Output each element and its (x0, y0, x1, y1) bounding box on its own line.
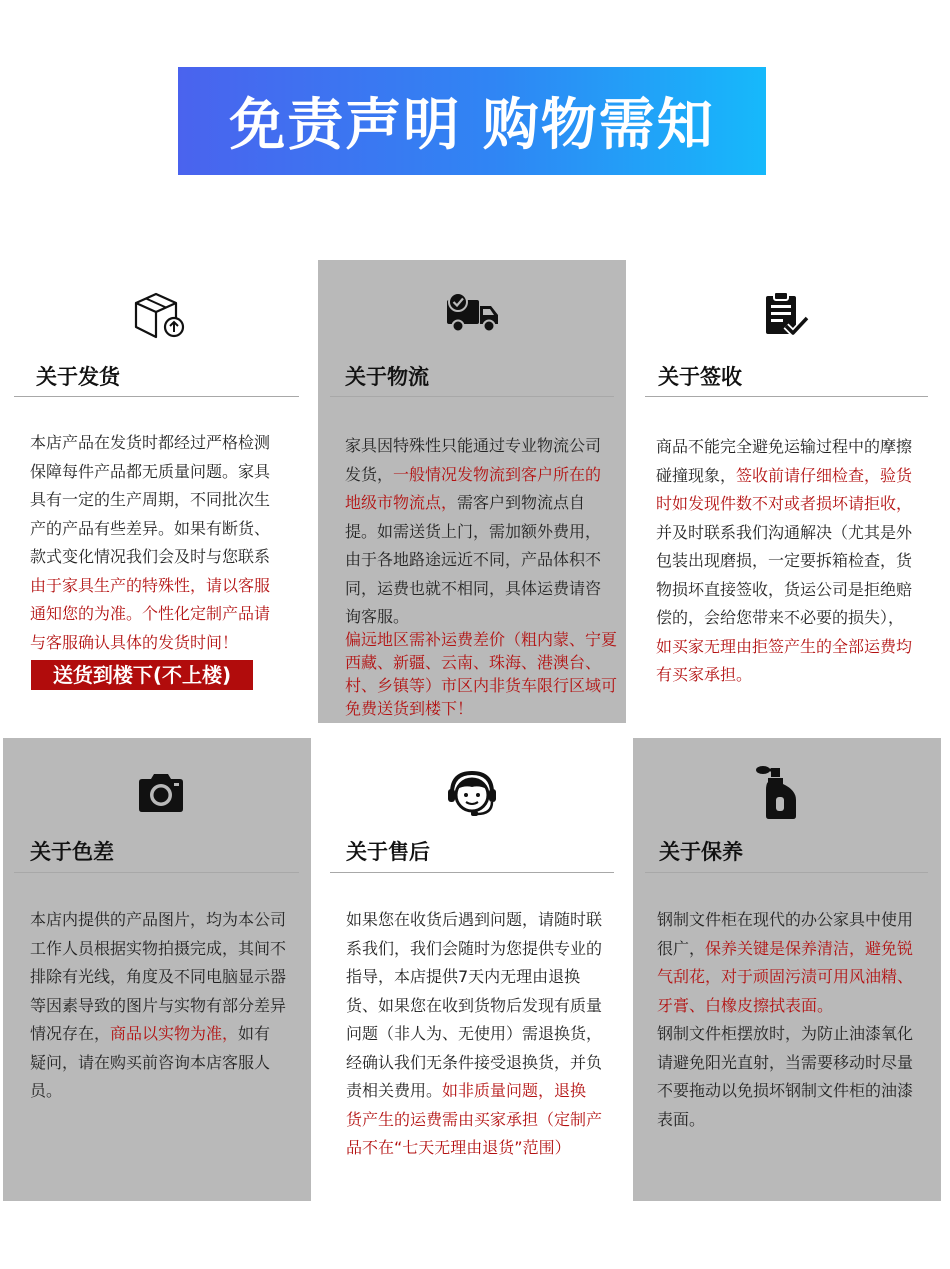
shipping-text-2: 由于家具生产的特殊性，请以客服通知您的为准。个性化定制产品请与客服确认具体的发货时间！ (30, 575, 271, 652)
card-title-receipt: 关于签收 (658, 365, 742, 389)
shipping-text-1: 本店产品在发货时都经过严格检测保障每件产品都无质量问题。家具具有一定的生产周期，不同批次生产的产品有些差异。如果有断货、款式变化情况我们会及时与您联系 (30, 433, 271, 566)
divider (645, 872, 928, 873)
card-text-color (30, 906, 286, 1106)
card-text-logistics (345, 432, 603, 632)
signed-clipboard-icon (762, 290, 810, 338)
page-title: 免责声明 购物需知 (229, 93, 715, 158)
logistics-text-3: 需客户到物流点自提。如需送货上门，需加额外费用，由于各地路途远近不同，产品体积不同，运费也就不相同，具体运费请咨询客服。 (345, 493, 602, 626)
package-upload-icon (132, 291, 188, 341)
shipping-tag: 送货到楼下(不上楼) (31, 660, 253, 690)
receipt-text-2: 签收前请仔细检查，验货时如发现件数不对或者损坏请拒收， (656, 465, 913, 513)
divider (14, 872, 299, 873)
card-title-aftersale: 关于售后 (346, 840, 430, 864)
care-text-1: 钢制文件柜在现代的办公家具中使用很广， (657, 910, 914, 958)
color-text-2: 商品以实物为准， (110, 1024, 239, 1043)
divider (330, 872, 614, 873)
card-text-aftersale (346, 906, 602, 1163)
care-text-3: 钢制文件柜摆放时，为防止油漆氧化请避免阳光直射，当需要移动时尽量不要拖动以免损坏钢制文件柜的油漆表面。 (657, 1024, 914, 1129)
color-text-3: 如有疑问，请在购买前咨询本店客服人员。 (30, 1024, 271, 1100)
care-text-2: 保养关键是保养清洁，避免锐气刮花，对于顽固污渍可用风油精、牙膏、白橡皮擦拭表面。 (657, 938, 914, 1015)
customer-service-headset-icon (445, 767, 499, 821)
logistics-text-1: 家具因特殊性只能通过专业物流公司发货， (345, 436, 602, 484)
color-text-1: 本店内提供的产品图片，均为本公司工作人员根据实物拍摄完成，其间不排除有光线，角度及不同电脑显示器等因素导致的图片与实物有部分差异情况存在， (30, 910, 287, 1043)
divider (645, 396, 928, 397)
camera-icon (137, 772, 185, 814)
card-text-receipt (656, 433, 914, 690)
logistics-text-4: 偏远地区需补运费差价（粗内蒙、宁夏西藏、新疆、云南、珠海、港澳台、村、乡镇等）市区内非货车限行区域可免费送货到楼下！ (345, 630, 618, 718)
card-title-shipping: 关于发货 (36, 365, 120, 389)
aftersale-text-1: 如果您在收货后遇到问题，请随时联系我们，我们会随时为您提供专业的指导，本店提供7天内无理由退换货、如果您在收到货物后发现有质量问题（非人为、无使用）需退换货，经确认我们无条件接受退换货，并负责相关费用。 (346, 910, 603, 1100)
card-title-color: 关于色差 (30, 840, 114, 864)
card-title-logistics: 关于物流 (345, 365, 429, 389)
card-text-shipping (30, 429, 284, 657)
logistics-text-2: 一般情况发物流到客户所在的地级市物流点， (345, 464, 602, 512)
delivery-truck-icon (445, 290, 501, 336)
spray-bottle-icon (754, 764, 802, 820)
receipt-text-1: 商品不能完全避免运输过程中的摩擦碰撞现象， (656, 437, 913, 485)
divider (330, 396, 614, 397)
card-text-care (657, 906, 915, 1134)
card-title-care: 关于保养 (659, 840, 743, 864)
header-banner (178, 67, 766, 175)
divider (14, 396, 299, 397)
aftersale-text-2: 如非质量问题，退换货产生的运费需由买家承担（定制产品不在“七天无理由退货”范围） (346, 1081, 603, 1157)
receipt-text-4: 如买家无理由拒签产生的全部运费均有买家承担。 (656, 636, 913, 684)
receipt-text-3: 并及时联系我们沟通解决（尤其是外包装出现磨损，一定要拆箱检查，货物损坏直接签收，货运公司是拒绝赔偿的，会给您带来不必要的损失）， (656, 522, 913, 627)
